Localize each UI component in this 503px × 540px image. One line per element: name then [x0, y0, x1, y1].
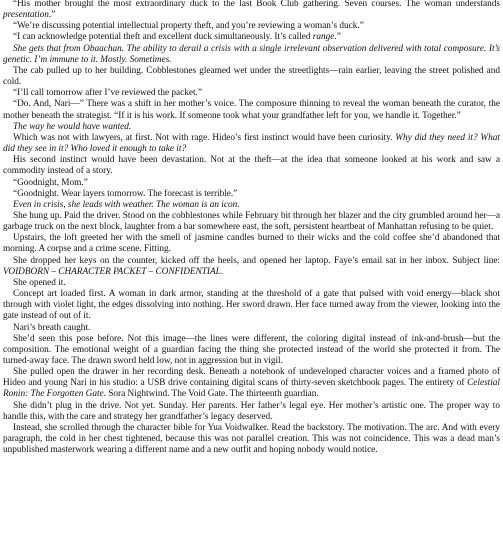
text-run: . — [220, 266, 224, 277]
text-run: She’d seen this pose before. Not this image—the lines were different, the coloring digital instead of ink-and-brush—but the composition. The emotional weight of a guardian facing the thing she protected instead of the world she protected it from. The turned-away face. The drawn sword held low, not in aggression but in vigil. — [3, 333, 500, 366]
paragraph — [3, 423, 500, 456]
paragraph — [3, 278, 500, 289]
text-run: .” — [334, 32, 341, 43]
text-run: She hung up. Paid the driver. Stood on the cobblestones while February bit through her blazer and the city grumbled around her—a garbage truck on the next block, laughter from a bar somewhere east, the soft, persistent heartbeat of Manhattan refusing to be quiet. — [3, 210, 500, 233]
text-run: “His mother brought the most extraordinary duck to the last Book Club gathering. Seven courses. The woman understands — [13, 0, 500, 9]
text-run: Upstairs, the loft greeted her with the smell of jasmine candles burned to their wicks and the cold coffee she’d abandoned that morning. A corpse and a crime scene. Fitting. — [3, 233, 500, 255]
text-run: She didn’t plug in the drive. Not yet. Sunday. Her parents. Her father’s legal eye. Her mother’s artistic one. The proper way to handle this, with the care and strategy her grandfather’s legacy deserved. — [3, 400, 500, 422]
italic-text: Why did they need it? What did they see in it? Who loved it enough to take it? — [3, 132, 500, 155]
text-run: She gets that from Obaachan. The ability to derail a crisis with a single irrelevant observation delivered with total composure. It’s genetic. I’m immune to it. Mostly. Sometimes. — [3, 43, 500, 65]
paragraph — [3, 122, 500, 133]
text-run: “Do. And, Nari—” There was a shift in her mother’s voice. The composure thinning to reveal the woman beneath the curator, the mother beneath the strategist. “If it is his work. If someone took what your grandfather left for you, we handle it. Together.” — [3, 99, 500, 121]
text-run: She pulled open the drawer in her recording desk. Beneath a notebook of undeveloped character voices and a framed photo of Hideo and young Nari in his studio: a USB drive containing digital scans of thirty-seven sketchbook pages. The entirety of — [3, 367, 500, 389]
paragraph — [3, 66, 500, 88]
text-run: “I can acknowledge potential theft and excellent duck simultaneously. It’s called — [13, 32, 313, 43]
paragraph — [3, 178, 500, 189]
text-run: His second instinct would have been devastation. Not at the theft—at the idea that someone looked at his work and saw a commodity instead of a story. — [3, 155, 500, 177]
text-run: “Goodnight. Wear layers tomorrow. The forecast is terrible.” — [13, 188, 238, 199]
paragraph — [3, 44, 500, 66]
text-run: Even in crisis, she leads with weather. The woman is an icon. — [13, 199, 240, 210]
text-run: The way he would have wanted. — [13, 121, 132, 132]
paragraph — [3, 99, 500, 121]
text-run: She opened it. — [13, 277, 66, 288]
paragraph — [3, 88, 500, 99]
paragraph — [3, 367, 500, 400]
text-run: Concept art loaded first. A woman in dark armor, standing at the threshold of a gate that pulsed with void energy—black shot through with violet light, the edges dissolving into nothing. Her sword drawn. Her face turned away from the viewer, looking into the gate instead of out of it. — [3, 289, 500, 322]
text-run: “Goodnight, Mom.” — [13, 177, 88, 188]
paragraph — [3, 32, 500, 43]
paragraph — [3, 21, 500, 32]
paragraph — [3, 211, 500, 233]
paragraph — [3, 189, 500, 200]
italic-text: presentation — [3, 10, 49, 21]
italic-text: range — [312, 32, 335, 43]
paragraph — [3, 133, 500, 155]
text-run: . Sora Nightwind. The Void Gate. The thirteenth guardian. — [103, 389, 319, 400]
text-run: .” — [48, 10, 56, 21]
paragraph — [3, 401, 500, 423]
paragraph — [3, 0, 500, 21]
paragraph — [3, 233, 500, 255]
italic-text: VOIDBORN – CHARACTER PACKET – CONFIDENTIAL — [3, 266, 221, 277]
paragraph — [3, 256, 500, 278]
text-run: The cab pulled up to her building. Cobblestones gleamed wet under the streetlights—rain earlier, leaving the street polished and cold. — [3, 65, 500, 88]
text-run: Instead, she scrolled through the character bible for Yua Voidwalker. Read the backstory. The motivation. The arc. And with every paragraph, the cold in her chest tightened, because this was not parallel creation. This was not coincidence. This was a dead man’s unpublished masterwork wearing a different name and a new outfit and hoping nobody would notice. — [3, 422, 500, 456]
text-run: Which was not with lawyers, at first. Not with rage. Hideo’s first instinct would have been curiosity. — [13, 132, 396, 143]
paragraph — [3, 200, 500, 211]
text-run: “I’ll call tomorrow after I’ve reviewed the packet.” — [13, 88, 202, 99]
text-run: “We’re discussing potential intellectual property theft, and you’re reviewing a woman’s duck.” — [13, 21, 364, 32]
paragraph — [3, 334, 500, 367]
paragraph — [3, 323, 500, 334]
text-run: She dropped her keys on the counter, kicked off the heels, and opened her laptop. Faye’s email sat in her inbox. Subject line: — [13, 255, 500, 266]
italic-text: Celestial Ronin: The Forgotten Gate — [3, 378, 500, 400]
text-run: Nari’s breath caught. — [13, 322, 91, 333]
paragraph — [3, 155, 500, 177]
paragraph — [3, 289, 500, 322]
